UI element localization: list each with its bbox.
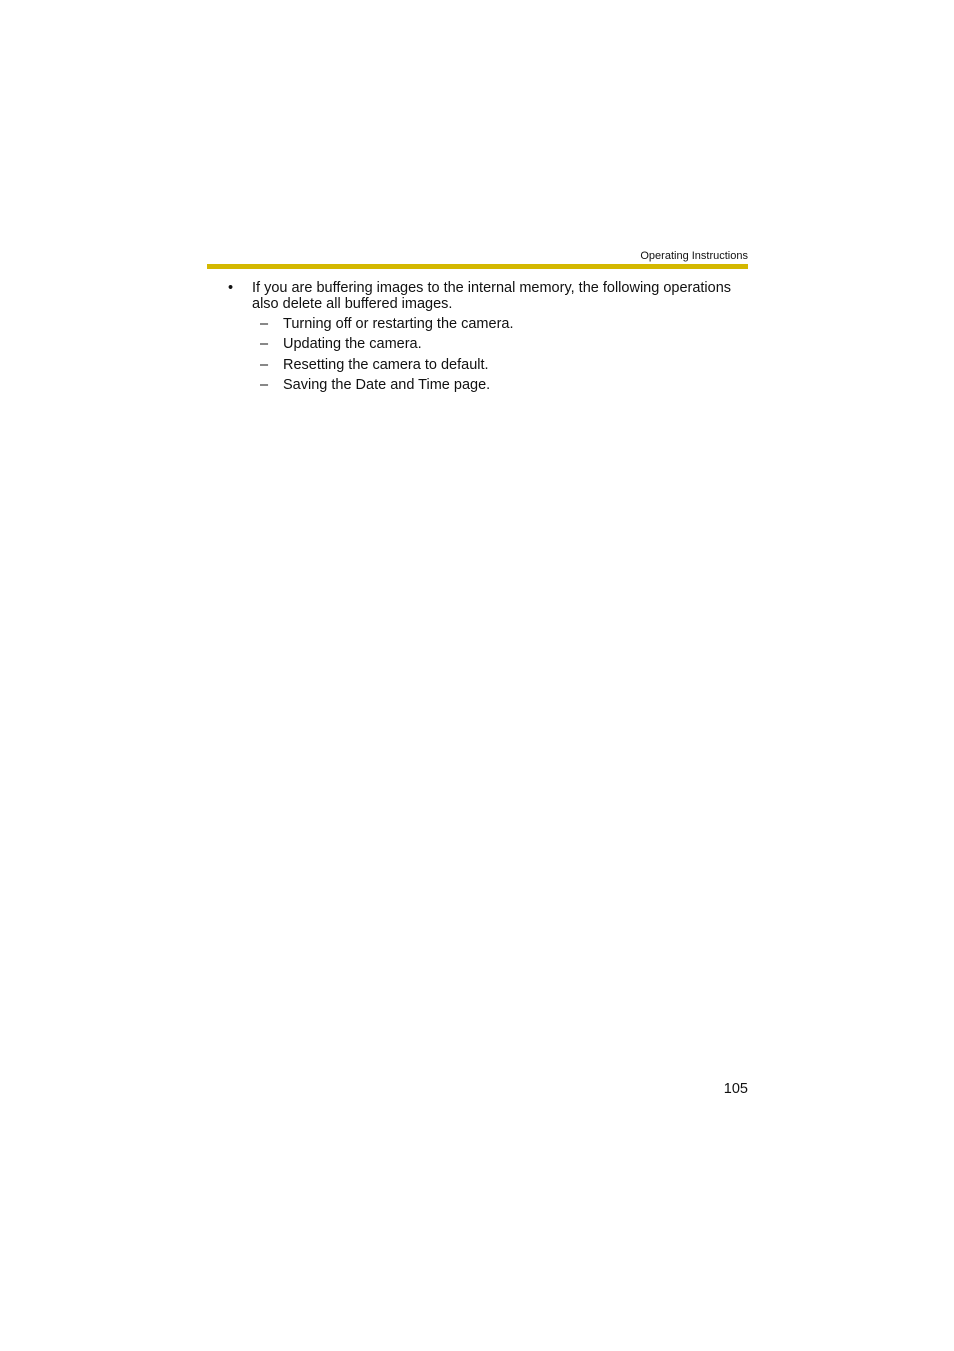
bullet-item — [228, 280, 748, 312]
list-item-text: Updating the camera. — [283, 336, 422, 353]
bullet-text: If you are buffering images to the internal memory, the following operations also delete all buffered images. — [252, 280, 732, 312]
note-block — [228, 280, 748, 397]
list-item-text: Turning off or restarting the camera. — [283, 316, 514, 332]
dash-marker: – — [260, 376, 269, 393]
dash-marker: – — [260, 336, 269, 353]
operations-list — [228, 316, 748, 397]
dash-marker: – — [260, 356, 269, 373]
running-header: Operating Instructions — [640, 250, 748, 262]
header-rule — [207, 264, 748, 269]
page-number: 105 — [723, 1081, 748, 1097]
bullet-marker: • — [228, 280, 234, 296]
list-item — [228, 357, 748, 377]
list-item — [228, 336, 748, 356]
list-item-text: Resetting the camera to default. — [283, 356, 489, 373]
dash-marker: – — [260, 316, 269, 332]
list-item-text: Saving the Date and Time page. — [283, 376, 491, 393]
list-item — [228, 377, 748, 397]
list-item — [228, 316, 748, 336]
